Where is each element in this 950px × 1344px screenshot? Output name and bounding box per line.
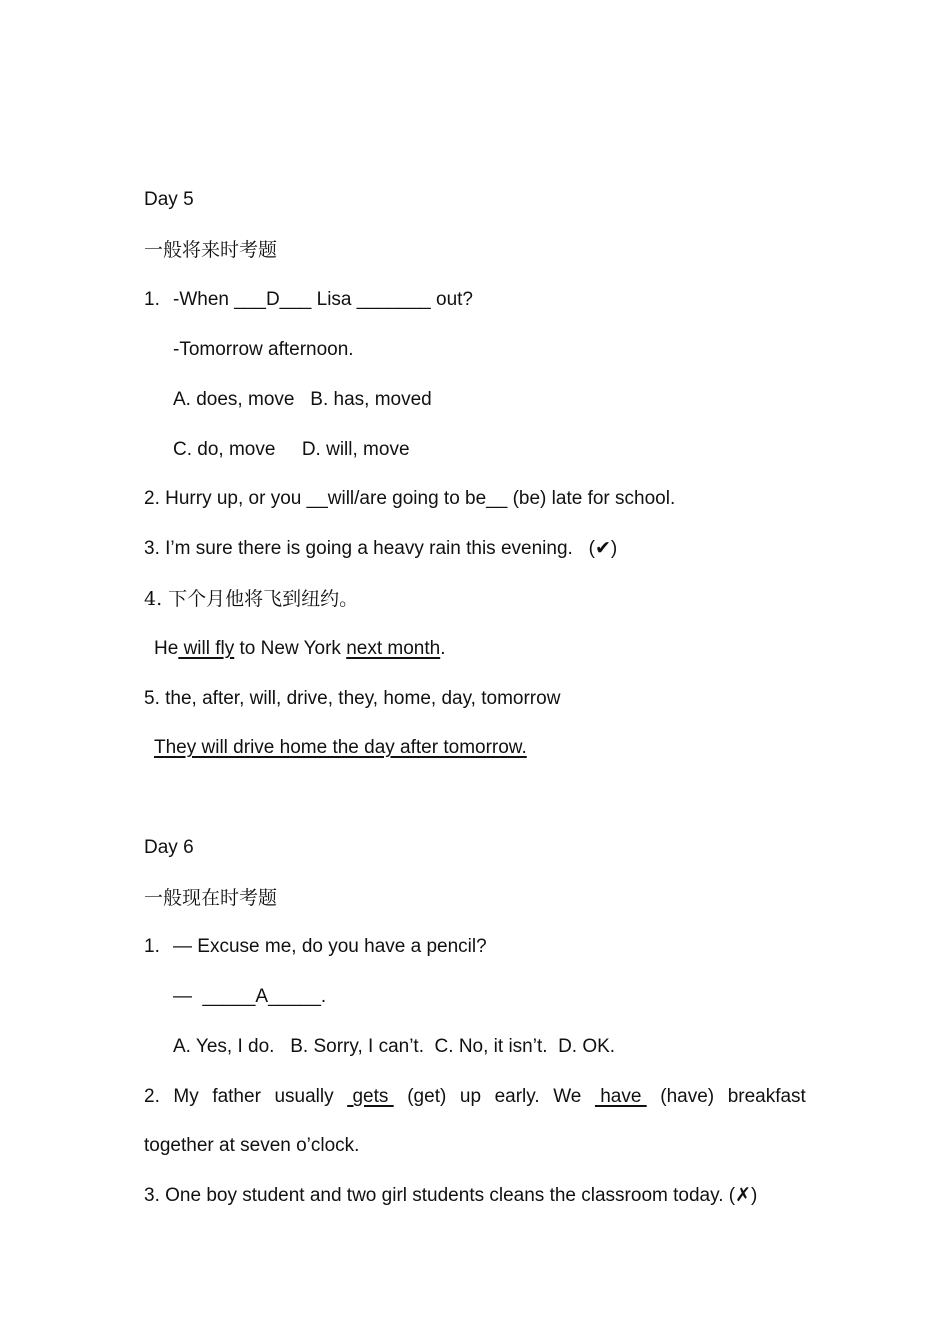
day6-q2-word: early. (494, 1086, 540, 1107)
day6-q2-blank-have: have (594, 1086, 647, 1107)
day6-q1-answer-line: — _____A_____. (173, 986, 327, 1007)
day5-q1-number: 1. (144, 289, 160, 310)
day5-q4-prompt: 4. 下个月他将飞到纽约。 (144, 588, 359, 610)
day6-q2-line2: together at seven o’clock. (144, 1135, 360, 1156)
day6-q2-word: (have) (660, 1086, 715, 1107)
day6-q2-word: (get) (407, 1086, 447, 1107)
day5-q5-answer: They will drive home the day after tomorrow. (154, 737, 527, 758)
day6-title: Day 6 (144, 837, 194, 858)
day6-q2-word: father (212, 1086, 261, 1107)
day5-title: Day 5 (144, 189, 194, 210)
day5-q4-next-month: next month (346, 638, 441, 659)
day5-q1-answer-line: -Tomorrow afternoon. (173, 339, 354, 360)
day5-q1-options-cd: C. do, move D. will, move (173, 439, 410, 460)
day5-q1-line1 (144, 287, 473, 313)
day6-q1-line1 (144, 934, 487, 960)
day6-q2-word: We (553, 1086, 582, 1107)
day5-q4-period: . (440, 638, 446, 659)
day6-q2-word: My (173, 1086, 199, 1107)
day5-q5-prompt: 5. the, after, will, drive, they, home, day, tomorrow (144, 688, 561, 709)
day6-q2-line1 (144, 1084, 806, 1110)
day6-q2-word: breakfast (727, 1086, 806, 1107)
day6-q2-blank-gets: gets (347, 1086, 394, 1107)
day5-q4-he: He (154, 638, 179, 659)
day6-q2-word: usually (274, 1086, 334, 1107)
day5-q4-to-ny: to New York (234, 638, 347, 659)
day5-q5-answer-line (154, 735, 527, 761)
day6-q3: 3. One boy student and two girl students cleans the classroom today. (✗) (144, 1185, 758, 1206)
day5-q4-will-fly: will fly (178, 638, 235, 659)
day6-q2-word: up (459, 1086, 482, 1107)
day5-q1-options-ab: A. does, move B. has, moved (173, 389, 432, 410)
day6-q1-number: 1. (144, 936, 160, 957)
day5-q3: 3. I’m sure there is going a heavy rain this evening. (✔) (144, 538, 618, 559)
day6-q1-options: A. Yes, I do. B. Sorry, I can’t. C. No, it isn’t. D. OK. (173, 1036, 616, 1057)
day5-q4-answer (154, 636, 445, 662)
day5-q1-question: -When ___D___ Lisa _______ out? (173, 289, 474, 310)
day6-q1-question: — Excuse me, do you have a pencil? (173, 936, 487, 957)
day6-q2-word: 2. (144, 1086, 160, 1107)
day5-topic: 一般将来时考题 (144, 239, 278, 261)
day5-q2: 2. Hurry up, or you __will/are going to be__ (be) late for school. (144, 488, 676, 509)
day6-topic: 一般现在时考题 (144, 887, 278, 909)
